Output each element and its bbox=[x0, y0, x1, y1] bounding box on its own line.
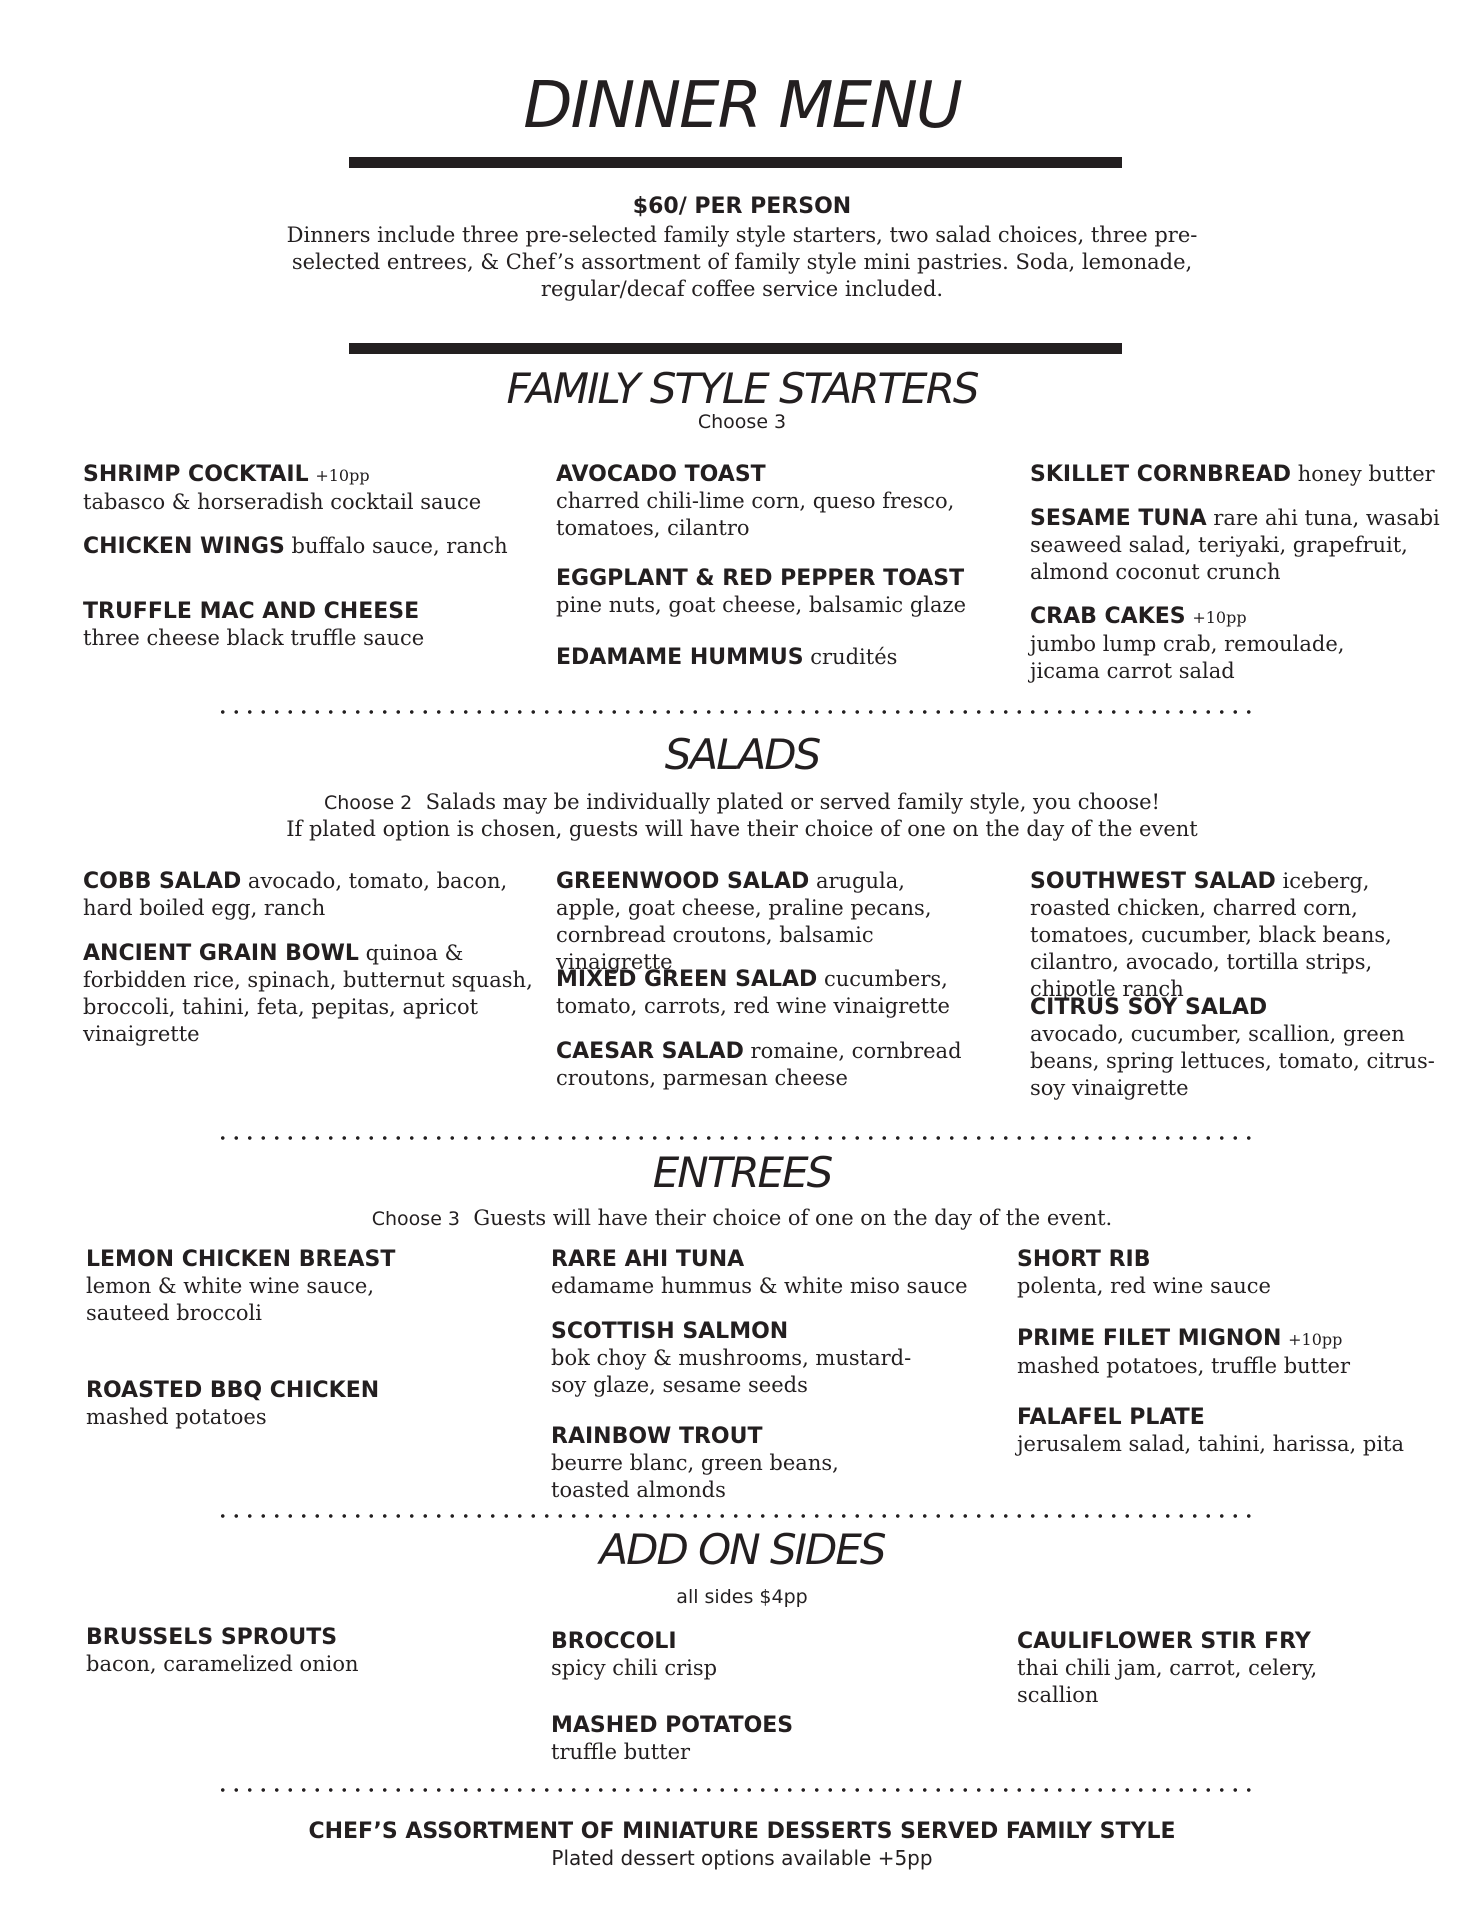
starter-item bbox=[556, 461, 986, 542]
item-name: RAINBOW TROUT bbox=[551, 1424, 763, 1449]
salad-item bbox=[1030, 868, 1450, 1003]
page-title: DINNER MENU bbox=[523, 69, 961, 143]
starter-item bbox=[83, 533, 543, 560]
item-description: jerusalem salad, tahini, harissa, pita bbox=[1017, 1432, 1404, 1456]
item-name: SHRIMP COCKTAIL bbox=[83, 462, 309, 487]
item-description: cucumbers, tomato, carrots, red wine vinaigrette bbox=[556, 967, 950, 1018]
entree-item bbox=[86, 1246, 416, 1327]
salads-note bbox=[0, 789, 1484, 817]
item-description: crudités bbox=[810, 645, 898, 669]
item-name: CRAB CAKES bbox=[1030, 604, 1186, 629]
desserts-heading: CHEF’S ASSORTMENT OF MINIATURE DESSERTS SERVED FAMILY STYLE bbox=[308, 1819, 1176, 1844]
dotted-divider bbox=[216, 1514, 1260, 1518]
item-name: FALAFEL PLATE bbox=[1017, 1405, 1205, 1430]
sides-subtitle: all sides $4pp bbox=[676, 1586, 808, 1608]
item-description: charred chili-lime corn, queso fresco, tomatoes, cilantro bbox=[556, 489, 955, 540]
price-per-person: $60/ PER PERSON bbox=[632, 194, 852, 219]
item-description: mashed potatoes bbox=[86, 1405, 267, 1429]
menu-description: Dinners include three pre-selected family style starters, two salad choices, three pre-selected entrees, & Chef’s assortment of family style mini pastries. Soda, lemonade, regular/decaf coffee service included. bbox=[286, 223, 1198, 301]
entree-item bbox=[551, 1318, 931, 1399]
item-description: jumbo lump crab, remoulade, jicama carrot salad bbox=[1030, 632, 1345, 683]
item-upcharge: +10pp bbox=[1192, 608, 1247, 627]
item-description: avocado, cucumber, scallion, green beans, spring lettuces, tomato, citrus-soy vinaigrette bbox=[1030, 1022, 1435, 1100]
item-description: polenta, red wine sauce bbox=[1017, 1274, 1271, 1298]
item-description: bok choy & mushrooms, mustard-soy glaze, sesame seeds bbox=[551, 1346, 912, 1397]
item-name: EGGPLANT & RED PEPPER TOAST bbox=[556, 566, 965, 591]
entrees-note-text: Guests will have their choice of one on the day of the event. bbox=[473, 1206, 1113, 1230]
starters-subtitle: Choose 3 bbox=[697, 411, 787, 433]
item-description: lemon & white wine sauce, sauteed broccoli bbox=[86, 1274, 375, 1325]
item-name: RARE AHI TUNA bbox=[551, 1247, 745, 1272]
item-upcharge: +10pp bbox=[1288, 1330, 1343, 1349]
item-description: edamame hummus & white miso sauce bbox=[551, 1274, 968, 1298]
item-description: bacon, caramelized onion bbox=[86, 1652, 359, 1676]
item-description: spicy chili crisp bbox=[551, 1656, 718, 1680]
item-name: BRUSSELS SPROUTS bbox=[86, 1625, 338, 1650]
item-name: SKILLET CORNBREAD bbox=[1030, 462, 1292, 487]
starter-item bbox=[556, 644, 1016, 671]
salad-item bbox=[83, 940, 533, 1048]
item-description: buffalo sauce, ranch bbox=[291, 534, 508, 558]
salad-item bbox=[83, 868, 533, 922]
starter-item bbox=[556, 565, 1016, 619]
item-description: rare ahi tuna, wasabi seaweed salad, teriyaki, grapefruit, almond coconut crunch bbox=[1030, 506, 1440, 584]
item-name: LEMON CHICKEN BREAST bbox=[86, 1247, 396, 1272]
item-name: ROASTED BBQ CHICKEN bbox=[86, 1378, 380, 1403]
side-item bbox=[86, 1624, 546, 1678]
item-description: avocado, tomato, bacon, hard boiled egg, ranch bbox=[83, 869, 508, 920]
side-item bbox=[551, 1712, 1011, 1766]
item-name: TRUFFLE MAC AND CHEESE bbox=[83, 599, 420, 624]
item-name: EDAMAME HUMMUS bbox=[556, 645, 804, 670]
item-name: BROCCOLI bbox=[551, 1629, 677, 1654]
item-name: SOUTHWEST SALAD bbox=[1030, 869, 1276, 894]
side-item bbox=[1017, 1628, 1347, 1709]
item-name: SCOTTISH SALMON bbox=[551, 1319, 789, 1344]
item-name: ANCIENT GRAIN BOWL bbox=[83, 941, 359, 966]
item-description: pine nuts, goat cheese, balsamic glaze bbox=[556, 593, 967, 617]
dotted-divider bbox=[216, 1788, 1260, 1792]
salad-item bbox=[556, 1038, 966, 1092]
item-description: arugula, apple, goat cheese, praline pecans, cornbread croutons, balsamic vinaigrette bbox=[556, 869, 932, 974]
starter-item bbox=[1030, 461, 1450, 488]
entree-item bbox=[86, 1377, 546, 1431]
entree-item bbox=[551, 1423, 881, 1504]
salad-item bbox=[1030, 994, 1440, 1102]
top-divider-bar bbox=[349, 157, 1122, 168]
dotted-divider bbox=[216, 1136, 1260, 1140]
entrees-note bbox=[0, 1205, 1484, 1233]
item-name: PRIME FILET MIGNON bbox=[1017, 1326, 1282, 1351]
entree-item bbox=[551, 1246, 1011, 1300]
second-divider-bar bbox=[349, 343, 1122, 354]
side-item bbox=[551, 1628, 1011, 1682]
starter-item bbox=[1030, 505, 1450, 586]
salad-item bbox=[556, 868, 976, 976]
salads-title: SALADS bbox=[664, 730, 820, 779]
starter-item bbox=[83, 598, 543, 652]
item-name: CAESAR SALAD bbox=[556, 1039, 744, 1064]
sides-title: ADD ON SIDES bbox=[599, 1525, 885, 1574]
salads-note-line1: Salads may be individually plated or served family style, you choose! bbox=[425, 790, 1160, 814]
item-name: MIXED GREEN SALAD bbox=[556, 967, 818, 992]
item-description: mashed potatoes, truffle butter bbox=[1017, 1354, 1351, 1378]
item-description: iceberg, roasted chicken, charred corn, tomatoes, cucumber, black beans, cilantro, avocado, tortilla strips, chipotle ranch bbox=[1030, 869, 1392, 1001]
item-description: romaine, cornbread croutons, parmesan cheese bbox=[556, 1039, 962, 1090]
item-name: SHORT RIB bbox=[1017, 1247, 1151, 1272]
starter-item bbox=[1030, 603, 1370, 685]
item-description: honey butter bbox=[1297, 462, 1435, 486]
dotted-divider bbox=[216, 710, 1260, 714]
starter-item bbox=[83, 461, 543, 516]
salads-note-line2: If plated option is chosen, guests will have their choice of one on the day of the event bbox=[286, 817, 1198, 841]
entrees-choose: Choose 3 bbox=[371, 1208, 461, 1230]
salad-item bbox=[556, 966, 956, 1020]
salads-choose: Choose 2 bbox=[324, 792, 413, 814]
starters-title: FAMILY STYLE STARTERS bbox=[506, 364, 978, 413]
item-description: thai chili jam, carrot, celery, scallion bbox=[1017, 1656, 1318, 1707]
item-name: CITRUS SOY SALAD bbox=[1030, 995, 1268, 1020]
item-name: COBB SALAD bbox=[83, 869, 242, 894]
entree-item bbox=[1017, 1325, 1477, 1380]
item-name: CHICKEN WINGS bbox=[83, 534, 285, 559]
desserts-subtext: Plated dessert options available +5pp bbox=[551, 1846, 933, 1870]
item-name: GREENWOOD SALAD bbox=[556, 869, 810, 894]
item-name: MASHED POTATOES bbox=[551, 1713, 794, 1738]
item-description: three cheese black truffle sauce bbox=[83, 626, 425, 650]
item-name: AVOCADO TOAST bbox=[556, 462, 766, 487]
entree-item bbox=[1017, 1404, 1477, 1458]
item-description: quinoa & forbidden rice, spinach, butternut squash, broccoli, tahini, feta, pepitas, apricot vinaigrette bbox=[83, 941, 533, 1046]
entrees-title: ENTREES bbox=[652, 1148, 832, 1197]
item-name: SESAME TUNA bbox=[1030, 506, 1207, 531]
item-upcharge: +10pp bbox=[315, 466, 370, 485]
item-description: tabasco & horseradish cocktail sauce bbox=[83, 490, 482, 514]
item-description: beurre blanc, green beans, toasted almonds bbox=[551, 1451, 839, 1502]
item-name: CAULIFLOWER STIR FRY bbox=[1017, 1629, 1311, 1654]
entree-item bbox=[1017, 1246, 1477, 1300]
item-description: truffle butter bbox=[551, 1740, 691, 1764]
